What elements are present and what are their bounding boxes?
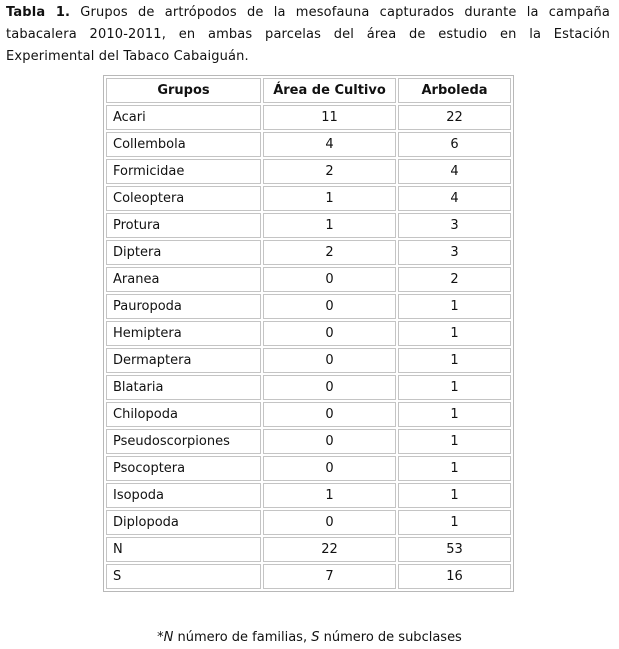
table-body (106, 105, 511, 589)
cell-grupo: Aranea (106, 267, 261, 292)
cell-area-cultivo: 2 (263, 240, 396, 265)
table-row (106, 483, 511, 508)
cell-arboleda: 1 (398, 375, 511, 400)
cell-arboleda: 4 (398, 159, 511, 184)
cell-area-cultivo: 0 (263, 375, 396, 400)
cell-area-cultivo: 1 (263, 483, 396, 508)
footnote (0, 630, 619, 645)
cell-arboleda: 16 (398, 564, 511, 589)
cell-grupo: N (106, 537, 261, 562)
header-grupos: Grupos (106, 78, 261, 103)
cell-area-cultivo: 4 (263, 132, 396, 157)
footnote-n-symbol: N (163, 630, 174, 645)
cell-arboleda: 1 (398, 321, 511, 346)
cell-grupo: Hemiptera (106, 321, 261, 346)
cell-arboleda: 6 (398, 132, 511, 157)
cell-area-cultivo: 0 (263, 294, 396, 319)
table-row (106, 402, 511, 427)
table-row (106, 105, 511, 130)
footnote-n-text: número de familias, (173, 630, 312, 645)
footnote-star: * (157, 630, 164, 645)
table-row (106, 429, 511, 454)
table-label: Tabla 1. (6, 5, 71, 20)
footnote-s-text: número de subclases (319, 630, 462, 645)
table-caption (6, 2, 610, 68)
cell-arboleda: 4 (398, 186, 511, 211)
cell-area-cultivo: 0 (263, 348, 396, 373)
cell-grupo: Diptera (106, 240, 261, 265)
cell-grupo: Isopoda (106, 483, 261, 508)
cell-arboleda: 53 (398, 537, 511, 562)
cell-area-cultivo: 1 (263, 186, 396, 211)
cell-arboleda: 1 (398, 429, 511, 454)
cell-arboleda: 3 (398, 240, 511, 265)
cell-grupo: Formicidae (106, 159, 261, 184)
table-row (106, 186, 511, 211)
header-row (106, 78, 511, 103)
cell-area-cultivo: 0 (263, 456, 396, 481)
table-row (106, 510, 511, 535)
cell-grupo: Diplopoda (106, 510, 261, 535)
header-arboleda: Arboleda (398, 78, 511, 103)
cell-area-cultivo: 22 (263, 537, 396, 562)
cell-grupo: Protura (106, 213, 261, 238)
table-row (106, 348, 511, 373)
cell-arboleda: 2 (398, 267, 511, 292)
header-area-cultivo: Área de Cultivo (263, 78, 396, 103)
cell-area-cultivo: 1 (263, 213, 396, 238)
cell-arboleda: 22 (398, 105, 511, 130)
table-row (106, 159, 511, 184)
table-row (106, 321, 511, 346)
cell-arboleda: 1 (398, 510, 511, 535)
table-row (106, 375, 511, 400)
cell-arboleda: 1 (398, 456, 511, 481)
cell-grupo: Blataria (106, 375, 261, 400)
cell-grupo: Dermaptera (106, 348, 261, 373)
cell-grupo: Psocoptera (106, 456, 261, 481)
table-row (106, 240, 511, 265)
footnote-s-symbol: S (311, 630, 320, 645)
table-row (106, 132, 511, 157)
table-row (106, 267, 511, 292)
cell-arboleda: 1 (398, 294, 511, 319)
cell-area-cultivo: 0 (263, 510, 396, 535)
cell-area-cultivo: 0 (263, 267, 396, 292)
cell-grupo: Pauropoda (106, 294, 261, 319)
cell-area-cultivo: 0 (263, 429, 396, 454)
cell-area-cultivo: 7 (263, 564, 396, 589)
cell-grupo: Collembola (106, 132, 261, 157)
cell-grupo: S (106, 564, 261, 589)
arthropod-table (103, 75, 514, 592)
cell-area-cultivo: 2 (263, 159, 396, 184)
table-row (106, 537, 511, 562)
cell-arboleda: 1 (398, 348, 511, 373)
cell-grupo: Acari (106, 105, 261, 130)
cell-grupo: Pseudoscorpiones (106, 429, 261, 454)
cell-arboleda: 1 (398, 483, 511, 508)
cell-grupo: Coleoptera (106, 186, 261, 211)
table-row (106, 294, 511, 319)
cell-arboleda: 1 (398, 402, 511, 427)
table-row (106, 564, 511, 589)
cell-grupo: Chilopoda (106, 402, 261, 427)
caption-text: Grupos de artrópodos de la mesofauna capturados durante la campaña tabacalera 2010-2011, en ambas parcelas del área de estudio en la Estación Experimental del Tabaco Cabaiguán. (6, 5, 610, 64)
cell-arboleda: 3 (398, 213, 511, 238)
cell-area-cultivo: 0 (263, 321, 396, 346)
cell-area-cultivo: 11 (263, 105, 396, 130)
cell-area-cultivo: 0 (263, 402, 396, 427)
table-row (106, 213, 511, 238)
table-row (106, 456, 511, 481)
